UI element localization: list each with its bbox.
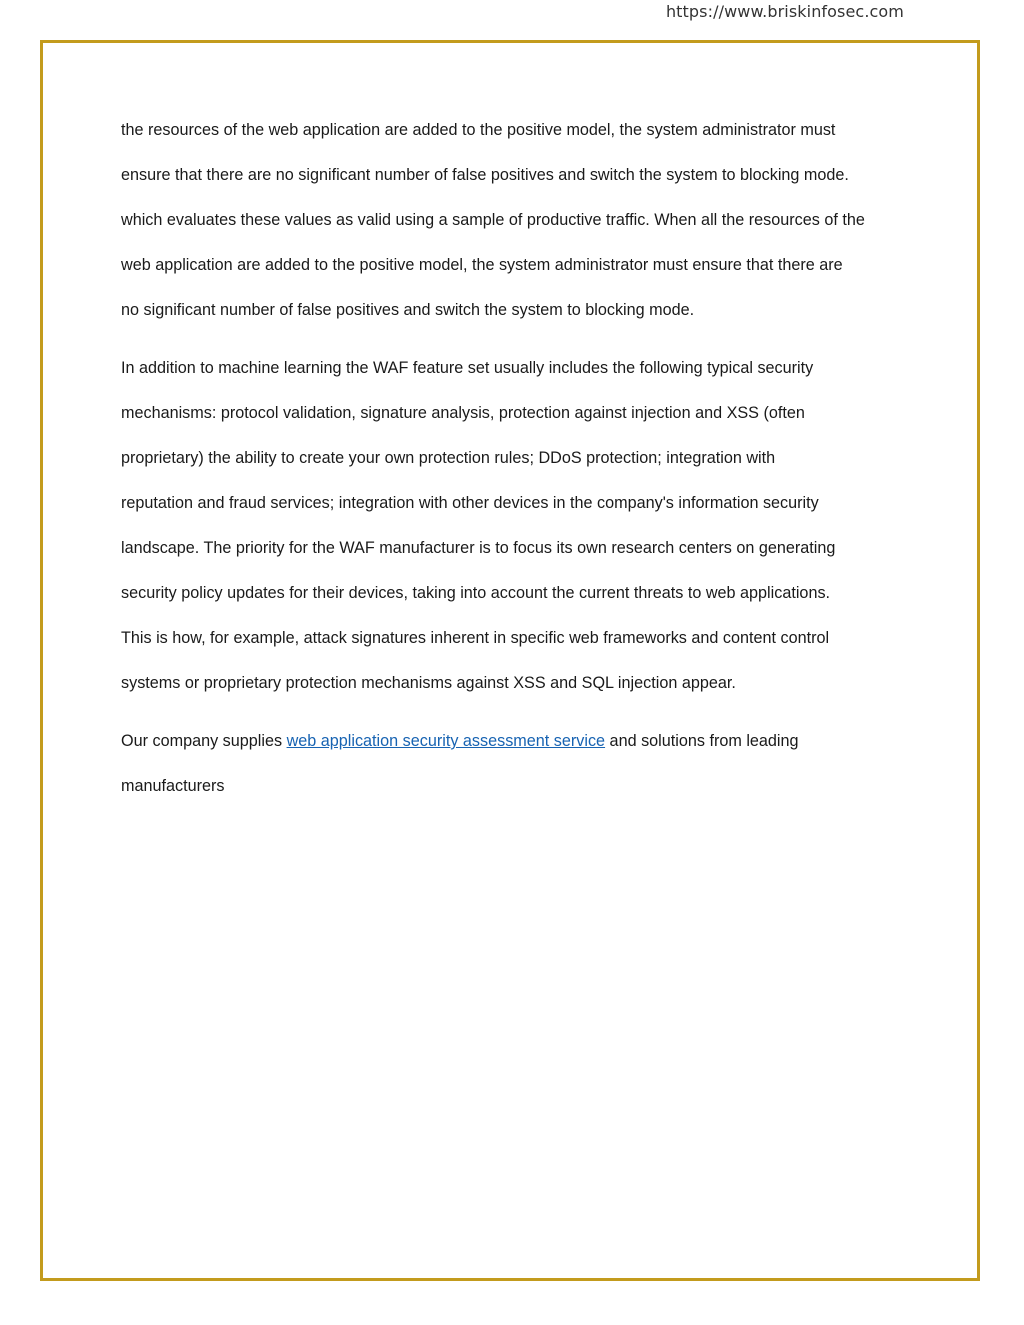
text-line: In addition to machine learning the WAF feature set usually includes the following typical security (121, 359, 814, 377)
text-line: the resources of the web application are added to the positive model, the system administrator must (121, 121, 836, 139)
text-line: landscape. The priority for the WAF manufacturer is to focus its own research centers on generating (121, 539, 836, 557)
paragraph-positive-model (121, 108, 911, 333)
text-line: This is how, for example, attack signatures inherent in specific web frameworks and content control (121, 629, 830, 647)
text-line: proprietary) the ability to create your own protection rules; DDoS protection; integration with (121, 449, 776, 467)
text-line: web application are added to the positive model, the system administrator must ensure that there are (121, 256, 843, 274)
paragraph-waf-features (121, 346, 911, 706)
text-line: ensure that there are no significant number of false positives and switch the system to blocking mode. (121, 166, 849, 184)
text-line: reputation and fraud services; integration with other devices in the company's information security (121, 494, 819, 512)
paragraph-suffix-text: and solutions from leading (605, 732, 799, 750)
security-assessment-link[interactable]: web application security assessment service (286, 732, 606, 750)
text-line: no significant number of false positives and switch the system to blocking mode. (121, 301, 695, 319)
header-url: https://www.briskinfosec.com (665, 2, 904, 21)
text-line: security policy updates for their devices, taking into account the current threats to web applications. (121, 584, 831, 602)
text-line: systems or proprietary protection mechanisms against XSS and SQL injection appear. (121, 674, 736, 692)
text-line: which evaluates these values as valid using a sample of productive traffic. When all the resources of the (121, 211, 865, 229)
text-line: manufacturers (121, 777, 225, 795)
paragraph-company-supplies (121, 719, 911, 809)
text-line (121, 719, 911, 764)
text-line: mechanisms: protocol validation, signature analysis, protection against injection and XSS (often (121, 404, 805, 422)
document-body (121, 108, 911, 822)
paragraph-prefix-text: Our company supplies (121, 732, 287, 750)
